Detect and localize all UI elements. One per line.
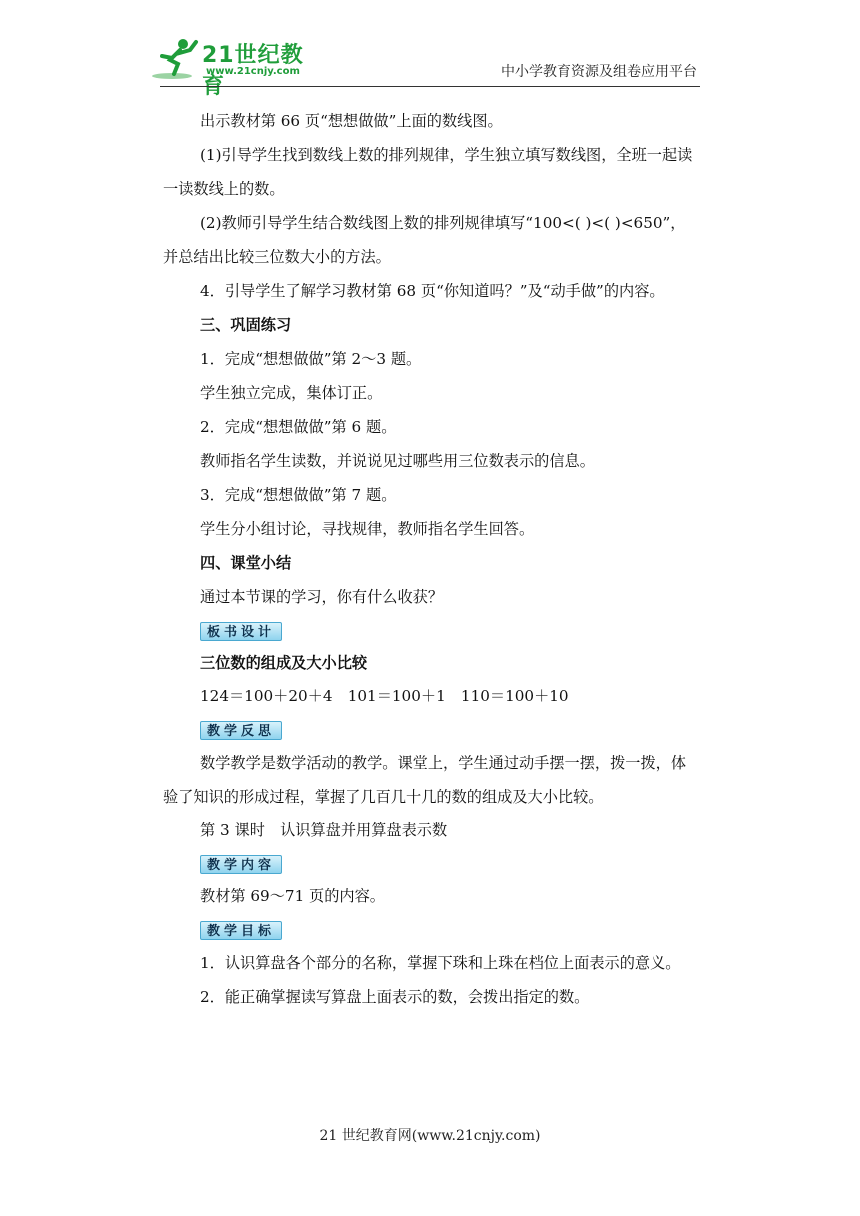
paragraph: (1)引导学生找到数线上数的排列规律，学生独立填写数线图，全班一起读一读数线上的数。 bbox=[163, 146, 693, 198]
paragraph: 学生独立完成，集体订正。 bbox=[200, 384, 383, 402]
board-title: 三位数的组成及大小比较 bbox=[200, 654, 368, 672]
badge-board-design: 板书设计 bbox=[200, 622, 282, 641]
paragraph: 出示教材第 66 页“想想做做”上面的数线图。 bbox=[200, 112, 503, 130]
runner-icon bbox=[150, 36, 200, 80]
badge-content: 教学内容 bbox=[200, 855, 282, 874]
logo-text: 21世纪教育 bbox=[202, 43, 304, 99]
badge-goals: 教学目标 bbox=[200, 921, 282, 940]
document-body bbox=[163, 104, 700, 1014]
lesson-title: 第 3 课时 认识算盘并用算盘表示数 bbox=[200, 821, 448, 839]
paragraph: 4．引导学生了解学习教材第 68 页“你知道吗？”及“动手做”的内容。 bbox=[200, 282, 665, 300]
paragraph: 通过本节课的学习，你有什么收获？ bbox=[200, 588, 443, 606]
section-heading: 三、巩固练习 bbox=[200, 316, 292, 334]
paragraph: 数学教学是数学活动的教学。课堂上，学生通过动手摆一摆，拨一拨，体验了知识的形成过程，掌握了几百几十几的数的组成及大小比较。 bbox=[163, 754, 686, 806]
paragraph: 教材第 69～71 页的内容。 bbox=[200, 887, 385, 905]
platform-title: 中小学教育资源及组卷应用平台 bbox=[501, 64, 697, 80]
board-equations: 124＝100＋20＋4 101＝100＋1 110＝100＋10 bbox=[200, 687, 569, 705]
paragraph: 1．完成“想想做做”第 2～3 题。 bbox=[200, 350, 422, 368]
paragraph: 1．认识算盘各个部分的名称，掌握下珠和上珠在档位上面表示的意义。 bbox=[200, 954, 681, 972]
site-logo bbox=[150, 36, 320, 99]
logo-url: www.21cnjy.com bbox=[206, 66, 300, 77]
header-divider bbox=[160, 86, 700, 87]
paragraph: (2)教师引导学生结合数线图上数的排列规律填写“100<( )<( )<650”，并总结出比较三位数大小的方法。 bbox=[163, 214, 686, 266]
paragraph: 3．完成“想想做做”第 7 题。 bbox=[200, 486, 397, 504]
paragraph: 教师指名学生读数，并说说见过哪些用三位数表示的信息。 bbox=[200, 452, 595, 470]
badge-reflection: 教学反思 bbox=[200, 721, 282, 740]
page-footer: 21 世纪教育网(www.21cnjy.com) bbox=[319, 1128, 541, 1144]
section-heading: 四、课堂小结 bbox=[200, 554, 292, 572]
paragraph: 2．能正确掌握读写算盘上面表示的数，会拨出指定的数。 bbox=[200, 988, 590, 1006]
paragraph: 学生分小组讨论，寻找规律，教师指名学生回答。 bbox=[200, 520, 535, 538]
paragraph: 2．完成“想想做做”第 6 题。 bbox=[200, 418, 397, 436]
page-header bbox=[0, 0, 860, 99]
